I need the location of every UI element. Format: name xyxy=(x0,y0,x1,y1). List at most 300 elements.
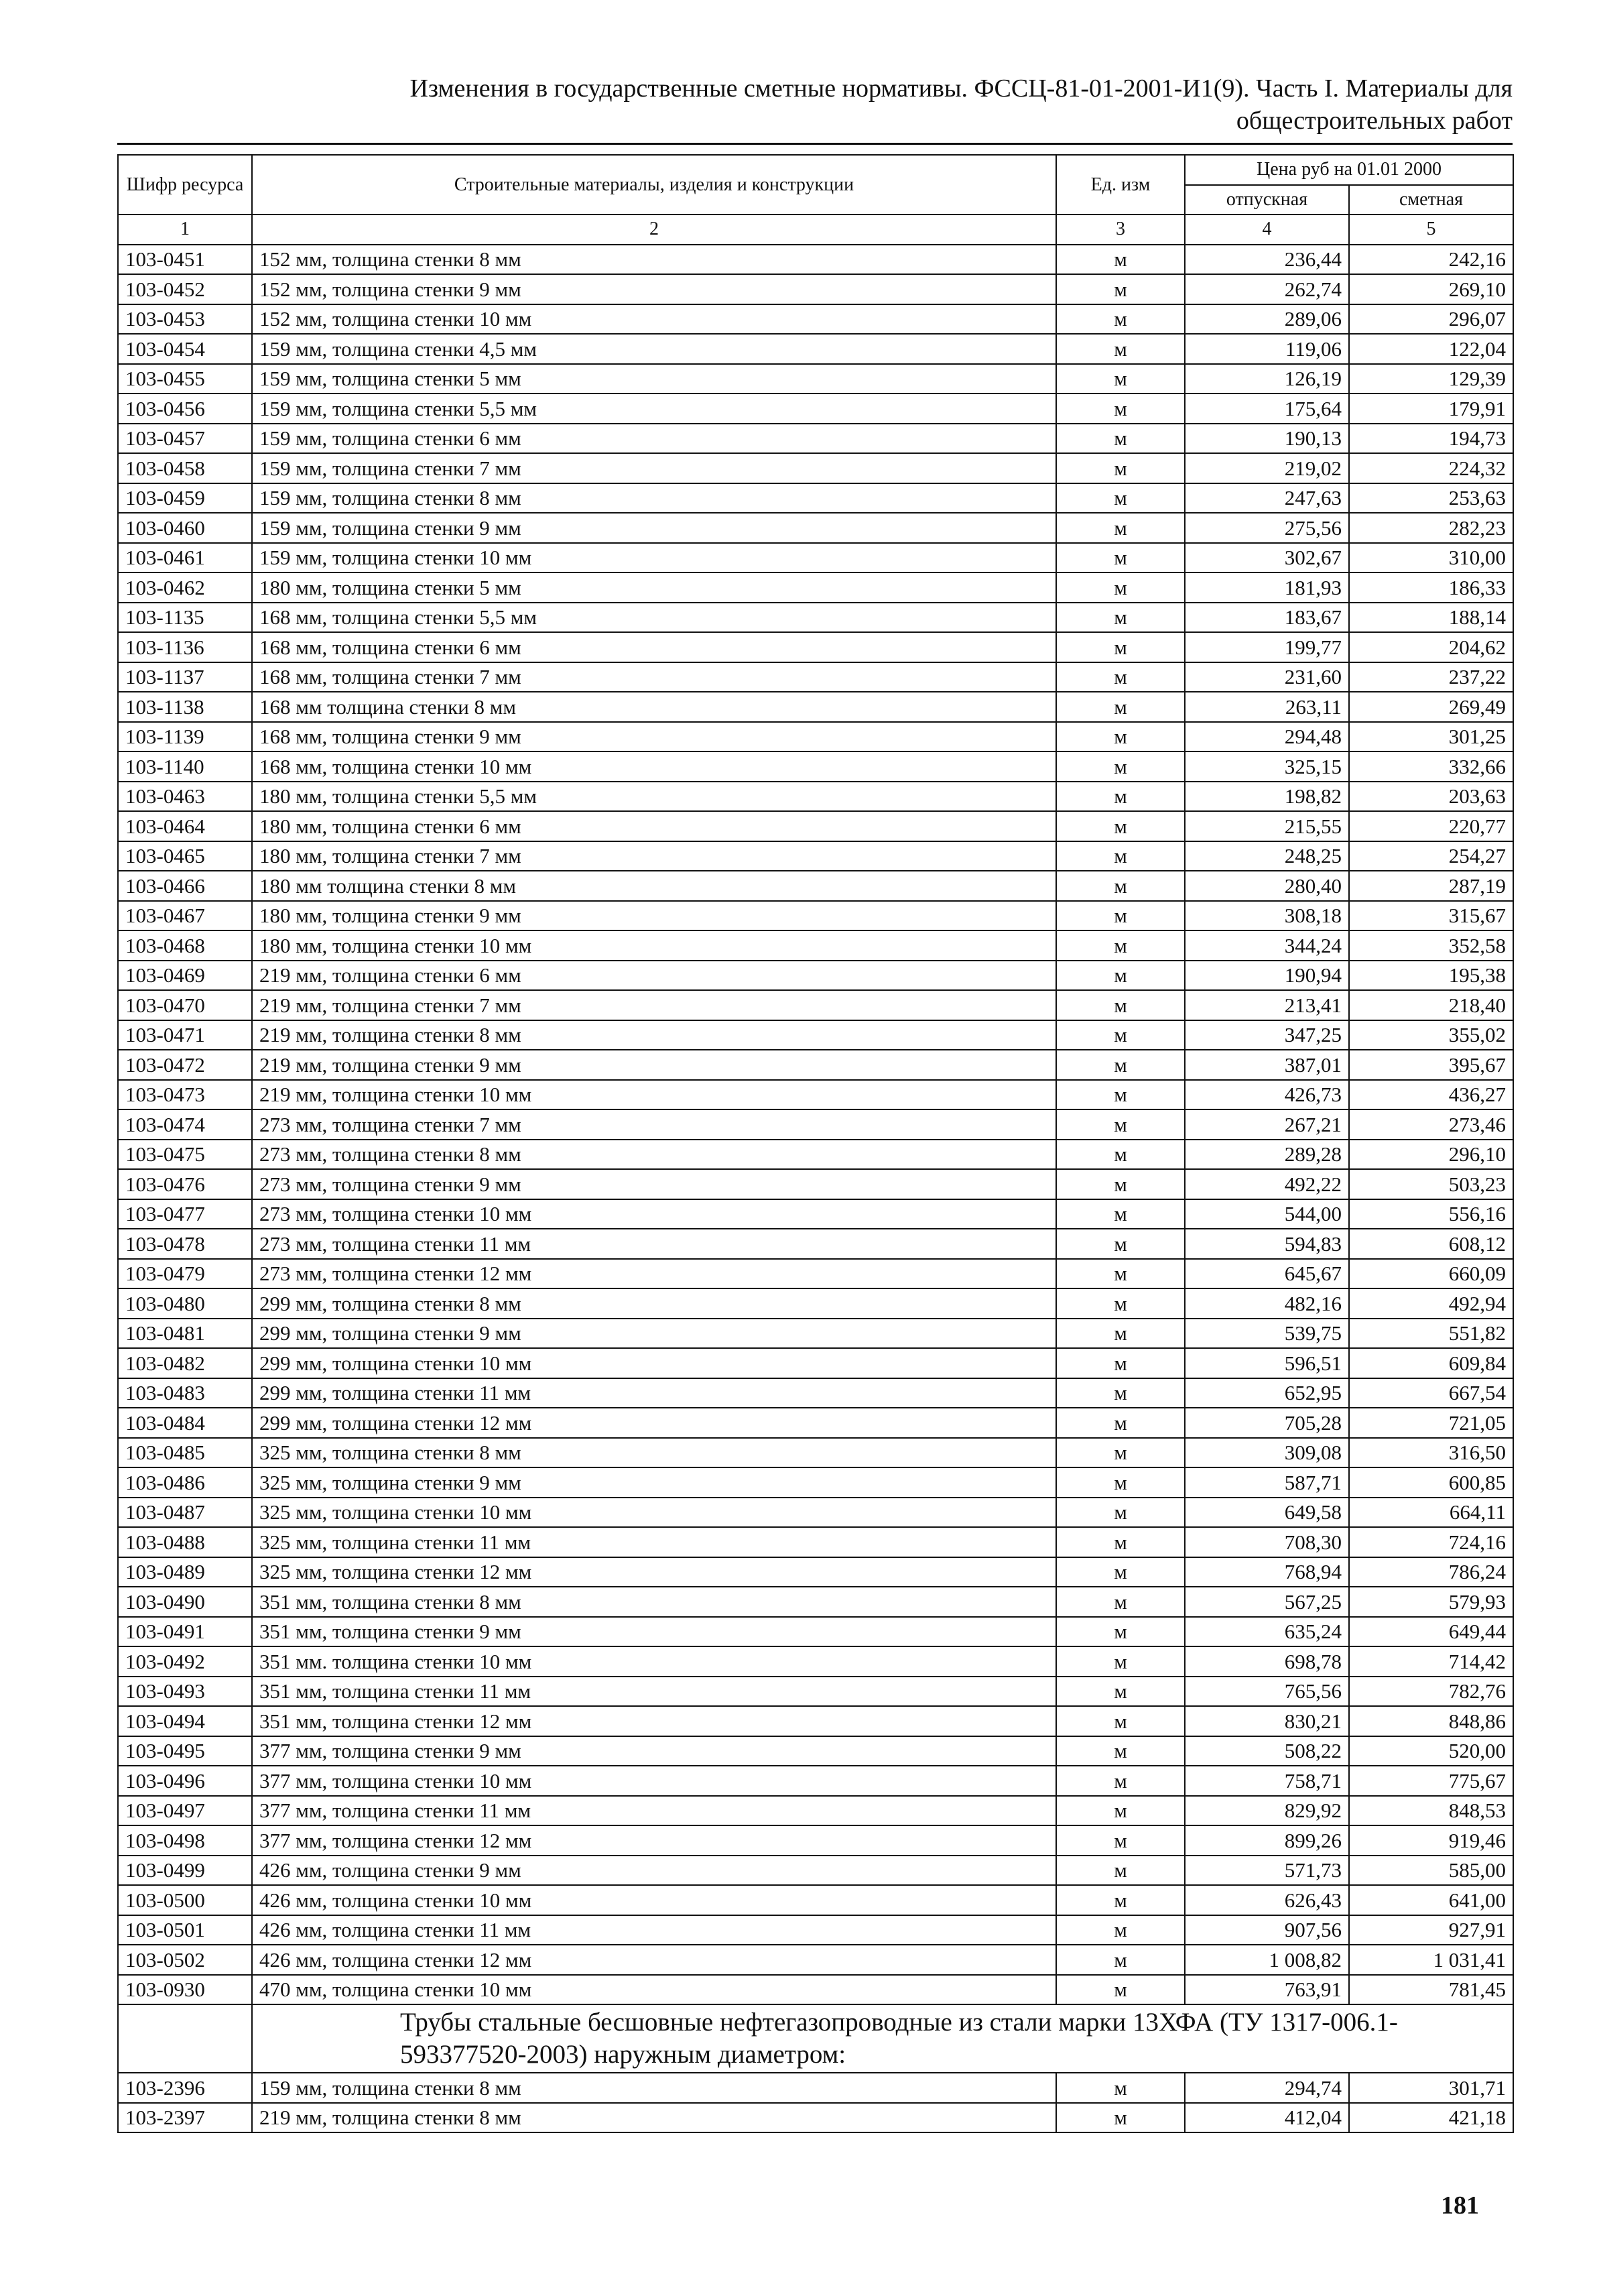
cell-name: 219 мм, толщина стенки 10 мм xyxy=(252,1080,1056,1110)
page-header xyxy=(117,72,1513,137)
table-row xyxy=(118,483,1513,513)
cell-unit: м xyxy=(1056,1080,1185,1110)
cell-unit: м xyxy=(1056,334,1185,364)
table-row xyxy=(118,782,1513,812)
header-title-line2: общестроительных работ xyxy=(1236,107,1513,135)
cell-name: 159 мм, толщина стенки 4,5 мм xyxy=(252,334,1056,364)
cell-price-release: 626,43 xyxy=(1185,1885,1349,1915)
table-row xyxy=(118,453,1513,483)
cell-price-estimate: 254,27 xyxy=(1349,841,1513,871)
cell-code: 103-0494 xyxy=(118,1706,252,1736)
table-row xyxy=(118,1020,1513,1050)
cell-name: 273 мм, толщина стенки 9 мм xyxy=(252,1169,1056,1199)
cell-price-release: 596,51 xyxy=(1185,1348,1349,1378)
cell-price-estimate: 503,23 xyxy=(1349,1169,1513,1199)
cell-price-release: 215,55 xyxy=(1185,811,1349,841)
table-row xyxy=(118,1348,1513,1378)
cell-code: 103-0497 xyxy=(118,1796,252,1826)
cell-price-release: 758,71 xyxy=(1185,1766,1349,1796)
cell-name: 159 мм, толщина стенки 5,5 мм xyxy=(252,394,1056,424)
cell-unit: м xyxy=(1056,1646,1185,1677)
cell-code: 103-1136 xyxy=(118,632,252,662)
cell-name: 168 мм, толщина стенки 10 мм xyxy=(252,751,1056,782)
cell-name: 325 мм, толщина стенки 12 мм xyxy=(252,1557,1056,1587)
table-row xyxy=(118,603,1513,633)
table-row xyxy=(118,692,1513,722)
cell-price-release: 280,40 xyxy=(1185,871,1349,901)
cell-price-release: 119,06 xyxy=(1185,334,1349,364)
cell-price-release: 652,95 xyxy=(1185,1378,1349,1408)
cell-price-estimate: 296,10 xyxy=(1349,1140,1513,1170)
cell-code: 103-0453 xyxy=(118,304,252,335)
cell-code: 103-0474 xyxy=(118,1109,252,1140)
table-row xyxy=(118,572,1513,603)
cell-unit: м xyxy=(1056,961,1185,991)
cell-price-release: 294,48 xyxy=(1185,722,1349,752)
col-header-price-release: отпускная xyxy=(1185,185,1349,215)
cell-unit: м xyxy=(1056,1408,1185,1438)
cell-name: 180 мм, толщина стенки 5 мм xyxy=(252,572,1056,603)
cell-price-estimate: 600,85 xyxy=(1349,1467,1513,1498)
cell-name: 219 мм, толщина стенки 6 мм xyxy=(252,961,1056,991)
cell-name: 159 мм, толщина стенки 8 мм xyxy=(252,2073,1056,2103)
table-row xyxy=(118,632,1513,662)
cell-code: 103-0456 xyxy=(118,394,252,424)
cell-unit: м xyxy=(1056,1766,1185,1796)
cell-code: 103-0463 xyxy=(118,782,252,812)
cell-price-release: 247,63 xyxy=(1185,483,1349,513)
cell-price-release: 198,82 xyxy=(1185,782,1349,812)
cell-unit: м xyxy=(1056,483,1185,513)
table-row xyxy=(118,274,1513,304)
cell-name: 426 мм, толщина стенки 10 мм xyxy=(252,1885,1056,1915)
cell-code: 103-0484 xyxy=(118,1408,252,1438)
table-row xyxy=(118,1438,1513,1468)
cell-price-estimate: 204,62 xyxy=(1349,632,1513,662)
cell-price-release: 508,22 xyxy=(1185,1736,1349,1766)
cell-unit: м xyxy=(1056,1199,1185,1229)
table-row xyxy=(118,1796,1513,1826)
cell-name: 152 мм, толщина стенки 10 мм xyxy=(252,304,1056,335)
cell-unit: м xyxy=(1056,871,1185,901)
table-row xyxy=(118,811,1513,841)
cell-unit: м xyxy=(1056,901,1185,931)
table-row xyxy=(118,1617,1513,1647)
cell-code: 103-0455 xyxy=(118,364,252,394)
cell-price-estimate: 436,27 xyxy=(1349,1080,1513,1110)
cell-code: 103-0464 xyxy=(118,811,252,841)
section-heading-blank xyxy=(118,2004,252,2073)
cell-unit: м xyxy=(1056,1915,1185,1945)
cell-code: 103-0485 xyxy=(118,1438,252,1468)
cell-price-release: 126,19 xyxy=(1185,364,1349,394)
cell-price-release: 302,67 xyxy=(1185,543,1349,573)
cell-unit: м xyxy=(1056,1736,1185,1766)
cell-name: 180 мм толщина стенки 8 мм xyxy=(252,871,1056,901)
cell-price-estimate: 579,93 xyxy=(1349,1587,1513,1617)
cell-price-release: 899,26 xyxy=(1185,1825,1349,1856)
cell-name: 180 мм, толщина стенки 9 мм xyxy=(252,901,1056,931)
cell-price-release: 412,04 xyxy=(1185,2103,1349,2133)
cell-price-estimate: 585,00 xyxy=(1349,1856,1513,1886)
cell-code: 103-0483 xyxy=(118,1378,252,1408)
cell-code: 103-0488 xyxy=(118,1527,252,1557)
col-number: 4 xyxy=(1185,215,1349,245)
cell-name: 273 мм, толщина стенки 11 мм xyxy=(252,1229,1056,1259)
cell-price-estimate: 355,02 xyxy=(1349,1020,1513,1050)
table-row xyxy=(118,1766,1513,1796)
cell-unit: м xyxy=(1056,632,1185,662)
cell-name: 377 мм, толщина стенки 9 мм xyxy=(252,1736,1056,1766)
cell-code: 103-0458 xyxy=(118,453,252,483)
table-row xyxy=(118,1050,1513,1080)
cell-price-estimate: 919,46 xyxy=(1349,1825,1513,1856)
cell-name: 180 мм, толщина стенки 10 мм xyxy=(252,930,1056,961)
cell-price-release: 544,00 xyxy=(1185,1199,1349,1229)
table-row xyxy=(118,1140,1513,1170)
cell-price-estimate: 122,04 xyxy=(1349,334,1513,364)
table-row xyxy=(118,871,1513,901)
table-row xyxy=(118,1199,1513,1229)
cell-code: 103-0491 xyxy=(118,1617,252,1647)
cell-code: 103-0454 xyxy=(118,334,252,364)
cell-code: 103-1138 xyxy=(118,692,252,722)
cell-price-estimate: 782,76 xyxy=(1349,1677,1513,1707)
table-row xyxy=(118,2103,1513,2133)
cell-name: 426 мм, толщина стенки 9 мм xyxy=(252,1856,1056,1886)
cell-code: 103-0498 xyxy=(118,1825,252,1856)
cell-code: 103-0487 xyxy=(118,1498,252,1528)
col-header-code: Шифр ресурса xyxy=(118,155,252,215)
cell-unit: м xyxy=(1056,1050,1185,1080)
cell-price-estimate: 269,49 xyxy=(1349,692,1513,722)
cell-price-release: 308,18 xyxy=(1185,901,1349,931)
cell-code: 103-0492 xyxy=(118,1646,252,1677)
cell-code: 103-0462 xyxy=(118,572,252,603)
cell-code: 103-0473 xyxy=(118,1080,252,1110)
cell-price-estimate: 315,67 xyxy=(1349,901,1513,931)
cell-name: 470 мм, толщина стенки 10 мм xyxy=(252,1975,1056,2005)
cell-price-release: 705,28 xyxy=(1185,1408,1349,1438)
cell-price-release: 347,25 xyxy=(1185,1020,1349,1050)
cell-name: 219 мм, толщина стенки 9 мм xyxy=(252,1050,1056,1080)
cell-price-release: 267,21 xyxy=(1185,1109,1349,1140)
price-table xyxy=(117,154,1514,2133)
cell-unit: м xyxy=(1056,274,1185,304)
cell-unit: м xyxy=(1056,1527,1185,1557)
cell-unit: м xyxy=(1056,1825,1185,1856)
table-row xyxy=(118,961,1513,991)
cell-name: 299 мм, толщина стенки 12 мм xyxy=(252,1408,1056,1438)
cell-price-estimate: 641,00 xyxy=(1349,1885,1513,1915)
cell-code: 103-2397 xyxy=(118,2103,252,2133)
cell-price-estimate: 273,46 xyxy=(1349,1109,1513,1140)
cell-unit: м xyxy=(1056,1617,1185,1647)
table-row xyxy=(118,1498,1513,1528)
cell-name: 351 мм, толщина стенки 12 мм xyxy=(252,1706,1056,1736)
cell-price-release: 830,21 xyxy=(1185,1706,1349,1736)
cell-price-estimate: 520,00 xyxy=(1349,1736,1513,1766)
cell-code: 103-0460 xyxy=(118,513,252,543)
cell-price-estimate: 253,63 xyxy=(1349,483,1513,513)
cell-unit: м xyxy=(1056,1945,1185,1975)
cell-price-release: 594,83 xyxy=(1185,1229,1349,1259)
cell-unit: м xyxy=(1056,930,1185,961)
cell-price-estimate: 927,91 xyxy=(1349,1915,1513,1945)
cell-unit: м xyxy=(1056,990,1185,1020)
cell-price-release: 708,30 xyxy=(1185,1527,1349,1557)
cell-name: 325 мм, толщина стенки 8 мм xyxy=(252,1438,1056,1468)
cell-price-estimate: 667,54 xyxy=(1349,1378,1513,1408)
cell-price-estimate: 551,82 xyxy=(1349,1319,1513,1349)
table-row xyxy=(118,1677,1513,1707)
cell-unit: м xyxy=(1056,1796,1185,1826)
cell-unit: м xyxy=(1056,1706,1185,1736)
cell-unit: м xyxy=(1056,1109,1185,1140)
cell-name: 219 мм, толщина стенки 8 мм xyxy=(252,1020,1056,1050)
cell-code: 103-0493 xyxy=(118,1677,252,1707)
cell-name: 351 мм, толщина стенки 11 мм xyxy=(252,1677,1056,1707)
cell-name: 426 мм, толщина стенки 12 мм xyxy=(252,1945,1056,1975)
cell-code: 103-0469 xyxy=(118,961,252,991)
cell-name: 219 мм, толщина стенки 8 мм xyxy=(252,2103,1056,2133)
table-row xyxy=(118,1169,1513,1199)
cell-unit: м xyxy=(1056,692,1185,722)
cell-price-release: 907,56 xyxy=(1185,1915,1349,1945)
cell-name: 351 мм, толщина стенки 9 мм xyxy=(252,1617,1056,1647)
table-row xyxy=(118,1975,1513,2005)
table-row xyxy=(118,364,1513,394)
cell-price-estimate: 786,24 xyxy=(1349,1557,1513,1587)
cell-name: 377 мм, толщина стенки 12 мм xyxy=(252,1825,1056,1856)
cell-price-estimate: 724,16 xyxy=(1349,1527,1513,1557)
table-row xyxy=(118,1378,1513,1408)
cell-price-estimate: 848,53 xyxy=(1349,1796,1513,1826)
cell-price-release: 539,75 xyxy=(1185,1319,1349,1349)
cell-price-estimate: 352,58 xyxy=(1349,930,1513,961)
table-body xyxy=(118,245,1513,2005)
cell-price-estimate: 129,39 xyxy=(1349,364,1513,394)
cell-name: 325 мм, толщина стенки 9 мм xyxy=(252,1467,1056,1498)
cell-price-release: 344,24 xyxy=(1185,930,1349,961)
cell-name: 159 мм, толщина стенки 6 мм xyxy=(252,424,1056,454)
cell-unit: м xyxy=(1056,1498,1185,1528)
cell-code: 103-0489 xyxy=(118,1557,252,1587)
cell-price-release: 294,74 xyxy=(1185,2073,1349,2103)
table-row xyxy=(118,1229,1513,1259)
table-row xyxy=(118,1885,1513,1915)
cell-name: 180 мм, толщина стенки 7 мм xyxy=(252,841,1056,871)
table-row xyxy=(118,722,1513,752)
cell-unit: м xyxy=(1056,1319,1185,1349)
cell-code: 103-0476 xyxy=(118,1169,252,1199)
cell-name: 159 мм, толщина стенки 5 мм xyxy=(252,364,1056,394)
cell-code: 103-1140 xyxy=(118,751,252,782)
cell-code: 103-0480 xyxy=(118,1288,252,1319)
cell-price-release: 275,56 xyxy=(1185,513,1349,543)
cell-unit: м xyxy=(1056,1587,1185,1617)
table-row xyxy=(118,1408,1513,1438)
cell-price-release: 289,06 xyxy=(1185,304,1349,335)
cell-unit: м xyxy=(1056,751,1185,782)
page-number: 181 xyxy=(1441,2191,1479,2220)
cell-price-estimate: 242,16 xyxy=(1349,245,1513,275)
table-row xyxy=(118,1587,1513,1617)
table-row xyxy=(118,841,1513,871)
cell-code: 103-1137 xyxy=(118,662,252,692)
cell-price-estimate: 1 031,41 xyxy=(1349,1945,1513,1975)
cell-price-release: 387,01 xyxy=(1185,1050,1349,1080)
section-heading-row xyxy=(118,2004,1513,2073)
cell-unit: м xyxy=(1056,782,1185,812)
cell-unit: м xyxy=(1056,394,1185,424)
cell-price-estimate: 179,91 xyxy=(1349,394,1513,424)
cell-code: 103-0499 xyxy=(118,1856,252,1886)
table-row xyxy=(118,990,1513,1020)
table-row xyxy=(118,1945,1513,1975)
cell-price-estimate: 194,73 xyxy=(1349,424,1513,454)
cell-price-release: 645,67 xyxy=(1185,1259,1349,1289)
cell-name: 273 мм, толщина стенки 10 мм xyxy=(252,1199,1056,1229)
cell-price-estimate: 237,22 xyxy=(1349,662,1513,692)
table-row xyxy=(118,1109,1513,1140)
cell-price-estimate: 296,07 xyxy=(1349,304,1513,335)
cell-price-release: 236,44 xyxy=(1185,245,1349,275)
cell-code: 103-0452 xyxy=(118,274,252,304)
cell-code: 103-0495 xyxy=(118,1736,252,1766)
table-row xyxy=(118,424,1513,454)
cell-price-release: 587,71 xyxy=(1185,1467,1349,1498)
table-row xyxy=(118,334,1513,364)
cell-code: 103-1135 xyxy=(118,603,252,633)
cell-price-release: 263,11 xyxy=(1185,692,1349,722)
cell-name: 299 мм, толщина стенки 10 мм xyxy=(252,1348,1056,1378)
cell-code: 103-0479 xyxy=(118,1259,252,1289)
cell-name: 273 мм, толщина стенки 8 мм xyxy=(252,1140,1056,1170)
table-row xyxy=(118,751,1513,782)
table-row xyxy=(118,1288,1513,1319)
col-header-price-group: Цена руб на 01.01 2000 xyxy=(1185,155,1513,185)
table-row xyxy=(118,1557,1513,1587)
table-row xyxy=(118,1259,1513,1289)
table-row xyxy=(118,662,1513,692)
cell-name: 168 мм, толщина стенки 6 мм xyxy=(252,632,1056,662)
cell-price-release: 219,02 xyxy=(1185,453,1349,483)
cell-unit: м xyxy=(1056,513,1185,543)
cell-unit: м xyxy=(1056,543,1185,573)
cell-code: 103-2396 xyxy=(118,2073,252,2103)
cell-price-release: 482,16 xyxy=(1185,1288,1349,1319)
cell-code: 103-0501 xyxy=(118,1915,252,1945)
cell-price-release: 213,41 xyxy=(1185,990,1349,1020)
table-row xyxy=(118,513,1513,543)
cell-code: 103-0477 xyxy=(118,1199,252,1229)
cell-price-release: 199,77 xyxy=(1185,632,1349,662)
cell-price-release: 325,15 xyxy=(1185,751,1349,782)
header-title-line1: Изменения в государственные сметные нормативы. ФССЦ-81-01-2001-И1(9). Часть I. Материалы для xyxy=(409,74,1513,103)
cell-price-release: 571,73 xyxy=(1185,1856,1349,1886)
cell-code: 103-0478 xyxy=(118,1229,252,1259)
cell-name: 325 мм, толщина стенки 11 мм xyxy=(252,1527,1056,1557)
cell-code: 103-0466 xyxy=(118,871,252,901)
cell-price-release: 567,25 xyxy=(1185,1587,1349,1617)
cell-price-release: 183,67 xyxy=(1185,603,1349,633)
cell-code: 103-0459 xyxy=(118,483,252,513)
col-header-unit: Ед. изм xyxy=(1056,155,1185,215)
cell-price-estimate: 775,67 xyxy=(1349,1766,1513,1796)
cell-price-estimate: 310,00 xyxy=(1349,543,1513,573)
cell-name: 168 мм, толщина стенки 5,5 мм xyxy=(252,603,1056,633)
cell-price-release: 190,94 xyxy=(1185,961,1349,991)
cell-price-estimate: 660,09 xyxy=(1349,1259,1513,1289)
cell-unit: м xyxy=(1056,453,1185,483)
cell-name: 426 мм, толщина стенки 11 мм xyxy=(252,1915,1056,1945)
cell-name: 351 мм, толщина стенки 8 мм xyxy=(252,1587,1056,1617)
cell-name: 299 мм, толщина стенки 11 мм xyxy=(252,1378,1056,1408)
cell-name: 159 мм, толщина стенки 9 мм xyxy=(252,513,1056,543)
cell-price-release: 262,74 xyxy=(1185,274,1349,304)
table-row xyxy=(118,543,1513,573)
cell-price-estimate: 188,14 xyxy=(1349,603,1513,633)
cell-name: 159 мм, толщина стенки 10 мм xyxy=(252,543,1056,573)
cell-code: 103-0500 xyxy=(118,1885,252,1915)
cell-price-estimate: 287,19 xyxy=(1349,871,1513,901)
cell-price-estimate: 609,84 xyxy=(1349,1348,1513,1378)
cell-code: 103-0451 xyxy=(118,245,252,275)
cell-name: 273 мм, толщина стенки 7 мм xyxy=(252,1109,1056,1140)
cell-code: 103-0468 xyxy=(118,930,252,961)
cell-price-estimate: 848,86 xyxy=(1349,1706,1513,1736)
cell-code: 103-0467 xyxy=(118,901,252,931)
cell-price-release: 768,94 xyxy=(1185,1557,1349,1587)
cell-price-estimate: 301,71 xyxy=(1349,2073,1513,2103)
cell-unit: м xyxy=(1056,572,1185,603)
section-body xyxy=(118,2004,1513,2073)
table-row xyxy=(118,1646,1513,1677)
cell-unit: м xyxy=(1056,364,1185,394)
cell-price-release: 698,78 xyxy=(1185,1646,1349,1677)
cell-price-release: 492,22 xyxy=(1185,1169,1349,1199)
cell-price-release: 309,08 xyxy=(1185,1438,1349,1468)
cell-price-estimate: 218,40 xyxy=(1349,990,1513,1020)
cell-unit: м xyxy=(1056,1020,1185,1050)
cell-name: 180 мм, толщина стенки 5,5 мм xyxy=(252,782,1056,812)
cell-price-estimate: 269,10 xyxy=(1349,274,1513,304)
cell-code: 103-0490 xyxy=(118,1587,252,1617)
cell-unit: м xyxy=(1056,1140,1185,1170)
cell-unit: м xyxy=(1056,1885,1185,1915)
cell-price-estimate: 301,25 xyxy=(1349,722,1513,752)
cell-price-release: 1 008,82 xyxy=(1185,1945,1349,1975)
col-header-name: Строительные материалы, изделия и конструкции xyxy=(252,155,1056,215)
cell-price-estimate: 195,38 xyxy=(1349,961,1513,991)
table-row xyxy=(118,1706,1513,1736)
cell-name: 299 мм, толщина стенки 9 мм xyxy=(252,1319,1056,1349)
table-row xyxy=(118,1319,1513,1349)
cell-name: 168 мм, толщина стенки 9 мм xyxy=(252,722,1056,752)
col-number: 1 xyxy=(118,215,252,245)
cell-price-release: 231,60 xyxy=(1185,662,1349,692)
cell-name: 180 мм, толщина стенки 6 мм xyxy=(252,811,1056,841)
cell-price-estimate: 332,66 xyxy=(1349,751,1513,782)
cell-name: 377 мм, толщина стенки 11 мм xyxy=(252,1796,1056,1826)
cell-code: 103-0502 xyxy=(118,1945,252,1975)
cell-unit: м xyxy=(1056,1259,1185,1289)
cell-price-estimate: 186,33 xyxy=(1349,572,1513,603)
section-heading: Трубы стальные бесшовные нефтегазопроводные из стали марки 13ХФА (ТУ 1317-006.1-593377520-2003) наружным диаметром: xyxy=(252,2004,1513,2073)
cell-name: 168 мм толщина стенки 8 мм xyxy=(252,692,1056,722)
cell-unit: м xyxy=(1056,2073,1185,2103)
